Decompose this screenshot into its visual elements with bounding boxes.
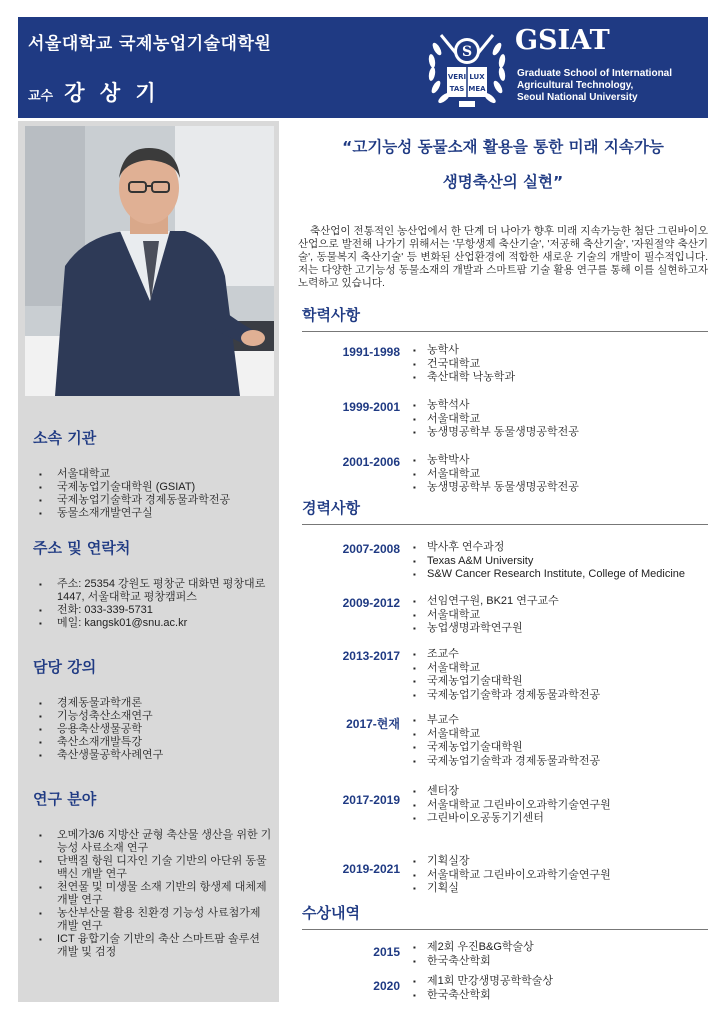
research-list — [33, 829, 273, 959]
research-section — [33, 788, 273, 959]
list-item: ▪ 오메가3/6 지방산 균형 축산물 생산을 위한 기능성 사료소재 연구 — [33, 829, 273, 855]
list-item: ▪ S&W Cancer Research Institute, College of Medicine — [413, 568, 685, 582]
list-item: ▪ 조교수 — [413, 648, 600, 662]
list-item: ▪ 선임연구원, BK21 연구교수 — [413, 595, 559, 609]
list-item: ▪ 서울대학교 — [413, 468, 579, 482]
gsiat-brand: GSIAT — [515, 25, 610, 56]
career-entry — [298, 648, 708, 702]
list-item: ▪ 한국축산학회 — [413, 989, 553, 1003]
courses-section — [33, 656, 273, 762]
professor-title: 교수 — [28, 89, 54, 104]
header-banner — [18, 17, 708, 118]
career-heading: 경력사항 — [302, 497, 708, 525]
entry-year: 2013-2017 — [342, 649, 400, 663]
intro-paragraph: 축산업이 전통적인 농산업에서 한 단계 더 나아가 향후 미래 지속가능한 첨단 그린바이오 산업으로 발전해 나가기 위해서는 '무항생제 축산기술', '저공해 축산기술', '자원절약 축산기술', 동물복지 축산기술' 등 변화된 산업환경에 적합한 새로운 기술의 개발이 필수적입니다. 저는 다양한 고기능성 동물소재의 개발과 스마트팜 기술 활용 연구를 통해 이를 실현하고자 노력하고 있습니다. — [298, 225, 708, 289]
career-entry — [298, 714, 708, 768]
list-item: ▪ 국제농업기술대학원 — [413, 741, 600, 755]
list-item: ▪ 제1회 만강생명공학학술상 — [413, 975, 553, 989]
university-title: 서울대학교 국제농업기술대학원 — [28, 34, 272, 54]
list-item: ▪ 기획실 — [413, 882, 611, 896]
list-item: ▪ ICT 융합기술 기반의 축산 스마트팜 솔루션 개발 및 검정 — [33, 933, 273, 959]
career-entry — [298, 785, 708, 826]
entry-items — [413, 975, 553, 1002]
entry-year: 1999-2001 — [342, 400, 400, 414]
list-item: ▪ 국제농업기술학과 경제동물과학전공 — [413, 689, 600, 703]
list-item: ▪ 제2회 우진B&G학술상 — [413, 941, 534, 955]
career-entry — [298, 541, 708, 582]
list-item: ▪ 서울대학교 그린바이오과학기술연구원 — [413, 799, 611, 813]
svg-text:S: S — [461, 44, 473, 60]
list-item: ▪ 한국축산학회 — [413, 955, 534, 969]
gsiat-subtitle-line: Agricultural Technology, — [517, 80, 634, 91]
contact-list — [33, 578, 273, 630]
list-item: ▪ 국제농업기술대학원 — [413, 675, 600, 689]
list-item: ▪ 건국대학교 — [413, 358, 515, 372]
entry-year: 2001-2006 — [342, 455, 400, 469]
professor-photo — [25, 126, 274, 396]
list-item: ▪ 기능성축산소재연구 — [33, 710, 273, 723]
list-item: ▪ 농산부산물 활용 친환경 기능성 사료첨가제 개발 연구 — [33, 907, 273, 933]
list-item: ▪ 응용축산생물공학 — [33, 723, 273, 736]
list-item: ▪ 기획실장 — [413, 855, 611, 869]
list-item: ▪ 천연물 및 미생물 소재 기반의 항생제 대체제 개발 연구 — [33, 881, 273, 907]
list-item: ▪ 서울대학교 그린바이오과학기술연구원 — [413, 869, 611, 883]
list-item: ▪ 서울대학교 — [33, 468, 273, 481]
gsiat-subtitle-line: Seoul National University — [517, 92, 638, 103]
affiliation-heading: 소속 기관 — [33, 429, 97, 447]
list-item: ▪ 국제농업기술학과 경제동물과학전공 — [413, 755, 600, 769]
list-item: ▪ 축산생물공학사례연구 — [33, 749, 273, 762]
list-item: ▪ 동물소재개발연구실 — [33, 507, 273, 520]
list-item: ▪ 서울대학교 — [413, 728, 600, 742]
list-item: ▪ 농학석사 — [413, 399, 579, 413]
list-item: ▪ 농생명공학부 동물생명공학전공 — [413, 426, 579, 440]
gsiat-subtitle-line: Graduate School of International — [517, 68, 673, 79]
career-entry — [298, 595, 708, 636]
address-item: ▪ 주소: 25354 강원도 평창군 대화면 평창대로 1447, 서울대학교 평창캠퍼스 — [33, 578, 273, 604]
career-entry — [298, 855, 708, 896]
list-item: ▪ 서울대학교 — [413, 413, 579, 427]
professor-portrait-image — [25, 126, 274, 396]
entry-items — [413, 454, 579, 495]
entry-items — [413, 714, 600, 768]
entry-items — [413, 541, 685, 582]
svg-text:VERI: VERI — [447, 73, 467, 81]
list-item: ▪ 부교수 — [413, 714, 600, 728]
list-item: ▪ 농업생명과학연구원 — [413, 622, 559, 636]
education-entry — [298, 454, 708, 495]
list-item: ▪ Texas A&M University — [413, 555, 685, 569]
entry-year: 2015 — [373, 945, 400, 959]
contact-section — [33, 537, 273, 630]
list-item: ▪ 단백질 항원 디자인 기술 기반의 아단위 동물백신 개발 연구 — [33, 855, 273, 881]
vision-quote — [298, 130, 708, 200]
research-heading: 연구 분야 — [33, 790, 97, 808]
list-item: ▪ 국제농업기술대학원 (GSIAT) — [33, 481, 273, 494]
list-item: ▪ 서울대학교 — [413, 662, 600, 676]
affiliation-list — [33, 468, 273, 520]
profile-page — [18, 17, 708, 1002]
list-item: ▪ 박사후 연수과정 — [413, 541, 685, 555]
list-item: ▪ 국제농업기술학과 경제동물과학전공 — [33, 494, 273, 507]
quote-line: “고기능성 동물소재 활용을 통한 미래 지속가능 — [342, 138, 664, 156]
education-heading: 학력사항 — [302, 304, 708, 332]
snu-emblem-logo — [423, 27, 511, 111]
email-item: ▪ 메일: kangsk01@snu.ac.kr — [33, 617, 273, 630]
svg-text:TAS: TAS — [449, 85, 465, 93]
professor-name: 강 상 기 — [64, 81, 160, 105]
phone-item: ▪ 전화: 033-339-5731 — [33, 604, 273, 617]
list-item: ▪ 축산대학 낙농학과 — [413, 371, 515, 385]
education-entry — [298, 344, 708, 385]
affiliation-section — [33, 427, 273, 520]
entry-items — [413, 785, 611, 826]
list-item: ▪ 서울대학교 — [413, 609, 559, 623]
entry-year: 2007-2008 — [342, 542, 400, 556]
svg-text:MEA: MEA — [468, 85, 486, 93]
list-item: ▪ 경제동물과학개론 — [33, 697, 273, 710]
award-entry — [298, 975, 708, 1002]
entry-items — [413, 941, 534, 968]
awards-heading: 수상내역 — [302, 902, 708, 930]
list-item: ▪ 농학사 — [413, 344, 515, 358]
entry-items — [413, 344, 515, 385]
quote-line: 생명축산의 실현” — [442, 173, 564, 191]
list-item: ▪ 축산소재개발특강 — [33, 736, 273, 749]
courses-list — [33, 697, 273, 762]
entry-year: 2017-현재 — [346, 717, 400, 731]
entry-year: 1991-1998 — [342, 345, 400, 359]
left-sidebar — [18, 121, 279, 1002]
award-entry — [298, 941, 708, 968]
professor-heading — [28, 77, 160, 107]
list-item: ▪ 그린바이오공동기기센터 — [413, 812, 611, 826]
entry-items — [413, 399, 579, 440]
entry-items — [413, 648, 600, 702]
gsiat-subtitle — [517, 68, 672, 104]
entry-items — [413, 855, 611, 896]
entry-year: 2020 — [373, 979, 400, 993]
entry-year: 2017-2019 — [342, 793, 400, 807]
entry-items — [413, 595, 559, 636]
courses-heading: 담당 강의 — [33, 658, 97, 676]
contact-heading: 주소 및 연락처 — [33, 539, 131, 557]
svg-text:LUX: LUX — [469, 73, 485, 81]
education-entry — [298, 399, 708, 440]
list-item: ▪ 센터장 — [413, 785, 611, 799]
list-item: ▪ 농학박사 — [413, 454, 579, 468]
list-item: ▪ 농생명공학부 동물생명공학전공 — [413, 481, 579, 495]
entry-year: 2009-2012 — [342, 596, 400, 610]
entry-year: 2019-2021 — [342, 862, 400, 876]
